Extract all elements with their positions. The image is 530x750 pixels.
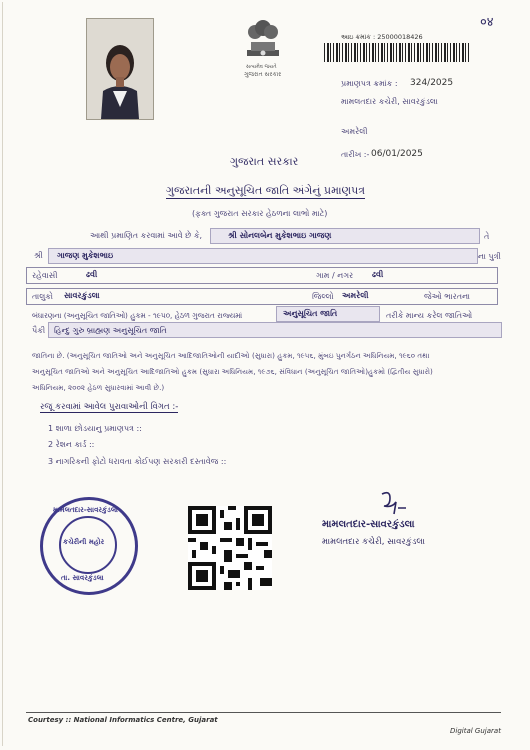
village-label: ગામ / નગર [316, 271, 354, 280]
emblem-caption-1: સત્યમેવ જયતે [246, 64, 277, 70]
shri-label: શ્રી [34, 251, 43, 260]
resident-label: રહેવાસી [32, 271, 58, 280]
issue-date: 06/01/2025 [371, 149, 423, 159]
para-line-1: જાતિના છે. (અનુસૂચિત જાતિઓ અને અનુસૂચિત આદિજાતિઓની યાદીઓ (સુધારા) હુકમ, ૧૯૫૬, મુંબઇ પુનર્ગઠન અધિનિયમ, ૧૯૬૦ તથા [32, 351, 430, 360]
village-value: ઢવી [372, 270, 384, 279]
district-value: અમરેલી [342, 291, 369, 300]
taluka-label: તાલુકો [32, 292, 53, 301]
barcode [324, 43, 471, 62]
serial-number: આઇ ક્રમાંક : 25000018426 [341, 33, 423, 41]
para-line-2: અનુસૂચિત જાતિઓ અને અનુસૂચિત આદિજાતિઓ હુકમ (સુધારા અધિનિયમ, ૧૯૭૬, સંવિધાન (અનુસૂચિત જાતિઓ)હુકમો (દ્વિતીય સુધારો) [32, 367, 433, 376]
caste-category: અનુસૂચિત જાતિ [283, 309, 338, 318]
constitution-text: બંધારણના (અનુસૂચિત જાતિઓ) હુકમ - ૧૯૫૦, હેઠળ ગુજરાત રાજ્યમાં [32, 311, 243, 320]
taluka-value: સાવરકુંડલા [64, 291, 100, 300]
na-putri: ના પુત્રી [478, 252, 501, 261]
district-label: જિલ્લો [312, 292, 334, 301]
stamp-text: મામલતદાર-સાવરકુંડલા [53, 506, 118, 514]
candidate-name: શ્રી સોનલબેન મુકેશભાઇ ગાજણ [228, 231, 332, 240]
evidence-item-1: 1 શાળા છોડયાનુ પ્રમાણપત્ર :: [48, 424, 142, 433]
sign-office: મામલતદાર કચેરી, સાવરકુંડલા [322, 537, 425, 547]
para-line-3: અધિનિયમ, ૨૦૦૨ હેઠળ સુધારવામાં આવી છે.) [32, 383, 165, 392]
cert-no-label: પ્રમાણપત્ર ક્રમાંક : [341, 79, 398, 88]
emblem-caption-2: ગુજરાત સરકાર [244, 71, 282, 78]
stamp-bottom: તા. સાવરકુંડલા [61, 574, 104, 582]
caste-prefix: પૈકી [32, 326, 46, 335]
office-stamp [40, 497, 138, 595]
te-text: તે [484, 232, 490, 241]
date-label: તારીખ :- [341, 150, 370, 159]
page-number: ०४ [480, 15, 494, 30]
digital-gujarat: Digital Gujarat [450, 727, 501, 735]
evidence-item-2: 2 રેશન કાર્ડ :: [48, 440, 95, 449]
district-header: અમરેલી [341, 127, 368, 136]
resident-value: ઢવી [86, 270, 98, 279]
footer-divider [26, 712, 501, 713]
stamp-inner: કચેરીની મહોર [63, 538, 105, 546]
evidence-heading: રજૂ કરવામાં આવેલ પુરાવાઓની વિગત :- [40, 402, 179, 412]
signature [378, 488, 408, 516]
recognized-text: તરીકે માન્ય કરેલ જાતિઓ [386, 311, 473, 320]
father-name: ગાજણ મુકેશભાઇ [57, 251, 114, 260]
sign-title: મામલતદાર-સાવરકુંડલા [322, 519, 415, 530]
office-name: મામલતદાર કચેરી, સાવરકુંડલા [341, 97, 438, 106]
jemo-text: જેઓ ભારતના [424, 292, 471, 301]
heading-certificate: ગુજરાતની અનુસૂચિત જાતિ અંગેનું પ્રમાણપત્ર [166, 184, 366, 197]
candidate-photo [86, 18, 154, 120]
intro-text: આથી પ્રમાણિત કરવામાં આવે છે કે, [90, 231, 203, 240]
cert-no: 324/2025 [410, 78, 454, 88]
emblem-icon [241, 16, 285, 62]
courtesy-text: Courtesy :: National Informatics Centre, Gujarat [28, 716, 218, 724]
qr-code [188, 506, 272, 590]
heading-note: (ફક્ત ગુજરાત સરકાર હેઠળના લાભો માટે) [192, 209, 328, 218]
evidence-item-3: 3 નાગરિકની ફોટો ધરાવતા કોઈપણ સરકારી દસ્તાવેજ :: [48, 457, 227, 466]
caste-name: હિન્દુ ગુરુ બ્રાહ્મણ અનુસૂચિત જાતિ [54, 326, 167, 335]
heading-government: ગુજરાત સરકાર [230, 155, 299, 168]
